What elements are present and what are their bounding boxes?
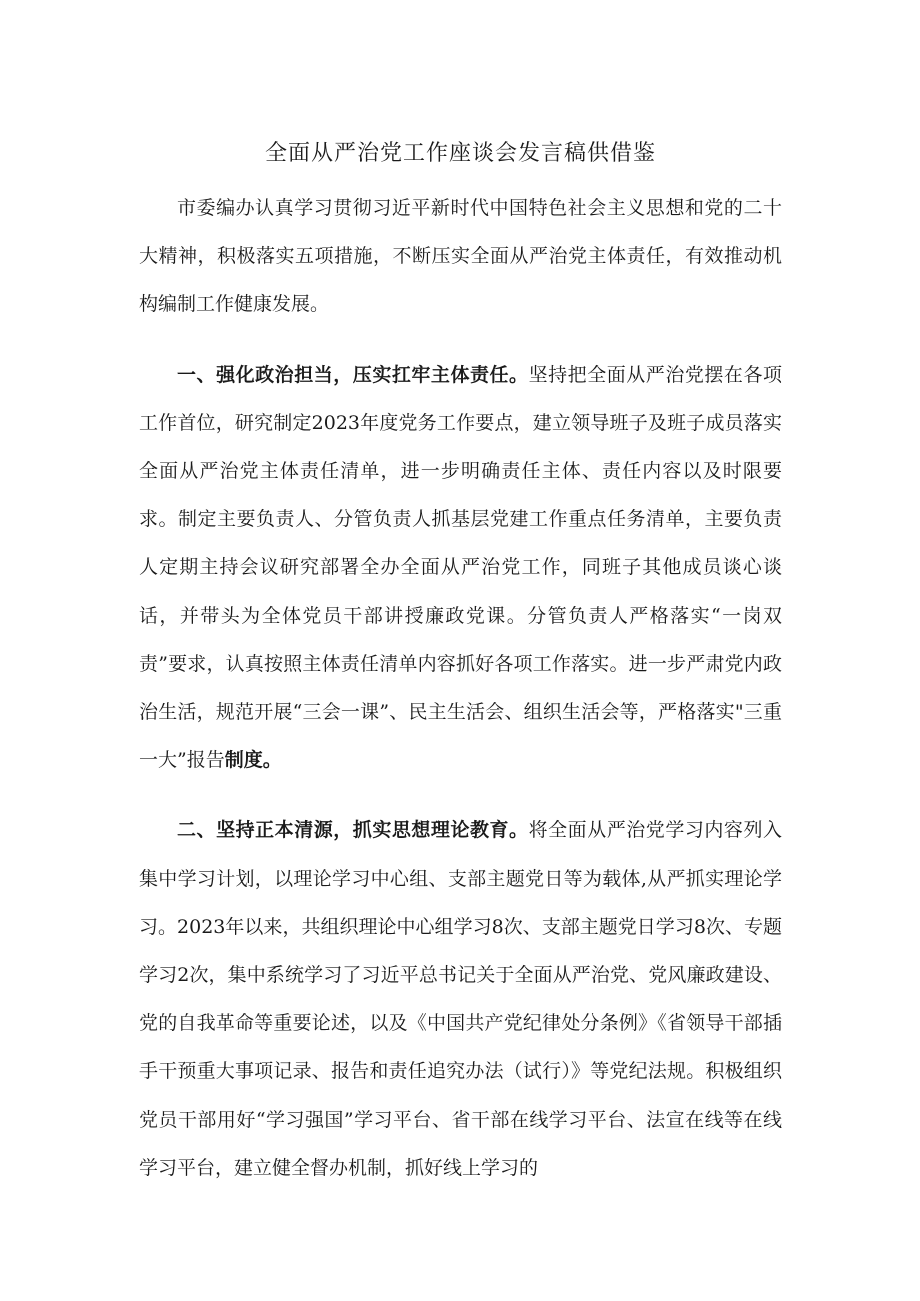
document-title: 全面从严治党工作座谈会发言稿供借鉴 — [264, 141, 656, 166]
section-1-tail: 制度。 — [224, 749, 282, 772]
section-2-heading: 二、坚持正本清源，抓实思想理论教育。 — [177, 819, 529, 842]
section-2-body: 将全面从严治党学习内容列入集中学习计划，以理论学习中心组、支部主题党日等为载体,从严抓实理论学习。2023年以来，共组织理论中心组学习8次、支部主题党日学习8次、专题学习2次，集中系统学习了习近平总书记关于全面从严治党、党风廉政建设、党的自我革命等重要论述，以及《中国共产党纪律处分条例》《省领导干部插手干预重大事项记录、报告和责任追究办法（试行）》等党纪法规。积极组织党员干部用好“学习强国”学习平台、省干部在线学习平台、法宣在线等在线学习平台，建立健全督办机制，抓好线上学习的 — [139, 819, 782, 1179]
document-page — [139, 134, 782, 1192]
intro-paragraph: 市委编办认真学习贯彻习近平新时代中国特色社会主义思想和党的二十大精神，积极落实五项措施，不断压实全面从严治党主体责任，有效推动机构编制工作健康发展。 — [139, 197, 782, 316]
paragraph-gap — [139, 329, 782, 351]
section-2-paragraph — [139, 806, 782, 1192]
section-1-paragraph — [139, 351, 782, 785]
section-1-body: 坚持把全面从严治党摆在各项工作首位，研究制定2023年度党务工作要点，建立领导班子及班子成员落实全面从严治党主体责任清单，进一步明确责任主体、责任内容以及时限要求。制定主要负责人、分管负责人抓基层党建工作重点任务清单，主要负责人定期主持会议研究部署全办全面从严治党工作，同班子其他成员谈心谈话，并带头为全体党员干部讲授廉政党课。分管负责人严格落实“一岗双责”要求，认真按照主体责任清单内容抓好各项工作落实。进一步严肃党内政治生活，规范开展“三会一课”、民主生活会、组织生活会等，严格落实"三重一大”报告 — [139, 363, 782, 772]
section-1-heading: 一、强化政治担当，压实扛牢主体责任。 — [177, 363, 529, 386]
paragraph-gap — [139, 784, 782, 806]
